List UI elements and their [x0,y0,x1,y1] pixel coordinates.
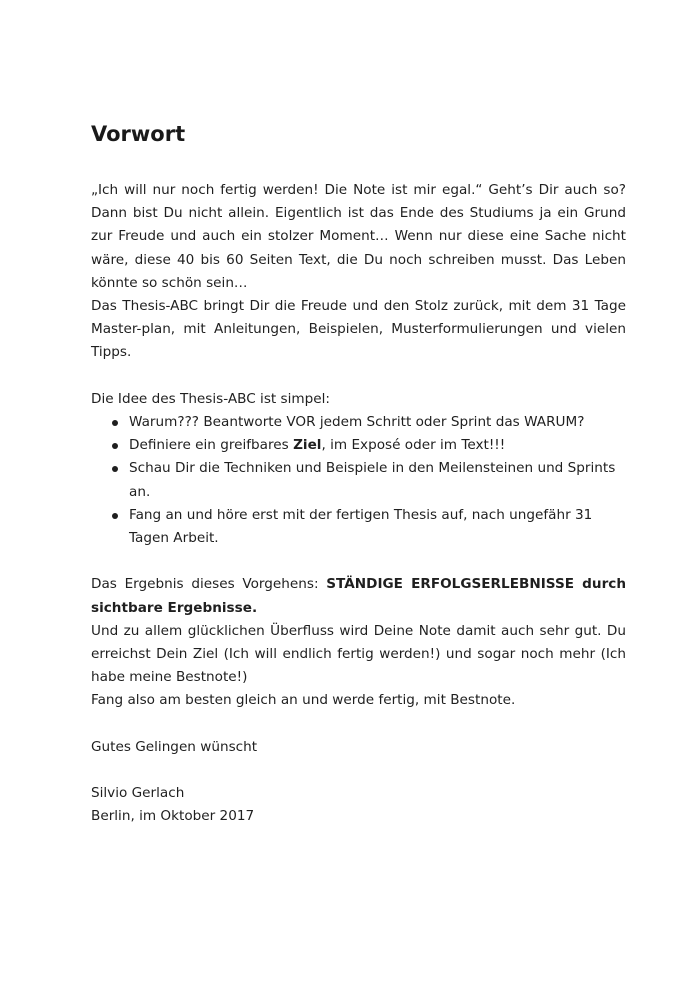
list-item [91,504,626,550]
bullet-icon [112,443,118,449]
list-item-text-before: Definiere ein greifbares [129,437,294,454]
list-item-emphasis: Ziel [293,437,322,454]
list-item [91,411,626,434]
intro-paragraph-2: Das Thesis-ABC bringt Dir die Freude und den Stolz zurück, mit dem 31 Tage Master-plan, mit Anleitungen, Beispielen, Musterformulierungen und vielen Tipps. [91,298,626,361]
intro-paragraph: „Ich will nur noch fertig werden! Die Note ist mir egal.“ Geht’s Dir auch so? Dann bist Du nicht allein. Eigentlich ist das Ende des Studiums ja ein Grund zur Freude und auch ein stolzer Moment… Wenn nur diese eine Sache nicht wäre, diese 40 bis 60 Seiten Text, die Du noch schreiben musst. Das Leben könnte so schön sein… [91,182,626,291]
paragraph-gap [91,365,626,388]
list-item [91,434,626,457]
idea-heading: Die Idee des Thesis-ABC ist simpel: [91,390,330,407]
bullet-icon [112,420,118,426]
list-item-text-after: , im Exposé oder im Text!!! [321,437,506,454]
list-item-text: Fang an und höre erst mit der fertigen Thesis auf, nach ungefähr 31 Tagen Arbeit. [129,506,593,547]
bullet-icon [112,513,118,519]
result-paragraph-3: Fang also am besten gleich an und werde fertig, mit Bestnote. [91,692,516,709]
paragraph-gap [91,759,626,782]
list-item [91,457,626,503]
bullet-icon [112,466,118,472]
list-item-text: Warum??? Beantworte VOR jedem Schritt oder Sprint das WARUM? [129,414,585,431]
paragraph-gap [91,713,626,736]
page-title: Vorwort [91,122,186,146]
result-lead: Das Ergebnis dieses Vorgehens: [91,576,327,593]
result-paragraph [91,573,626,619]
signature-place-date: Berlin, im Oktober 2017 [91,808,255,825]
list-item-text: Schau Dir die Techniken und Beispiele in den Meilensteinen und Sprints an. [129,460,616,500]
idea-list [91,411,626,550]
signature-name: Silvio Gerlach [91,785,185,802]
closing-line: Gutes Gelingen wünscht [91,738,258,755]
result-emphasis: STÄNDIGE ERFOLGSERLEBNISSE durch sichtbare Ergebnisse. [91,576,627,616]
result-paragraph-2: Und zu allem glücklichen Überfluss wird Deine Note damit auch sehr gut. Du erreichst Dein Ziel (Ich will endlich fertig werden!) und sogar noch mehr (Ich habe meine Bestnote!) [91,622,626,686]
paragraph-gap [91,550,626,573]
document-body [91,179,626,829]
